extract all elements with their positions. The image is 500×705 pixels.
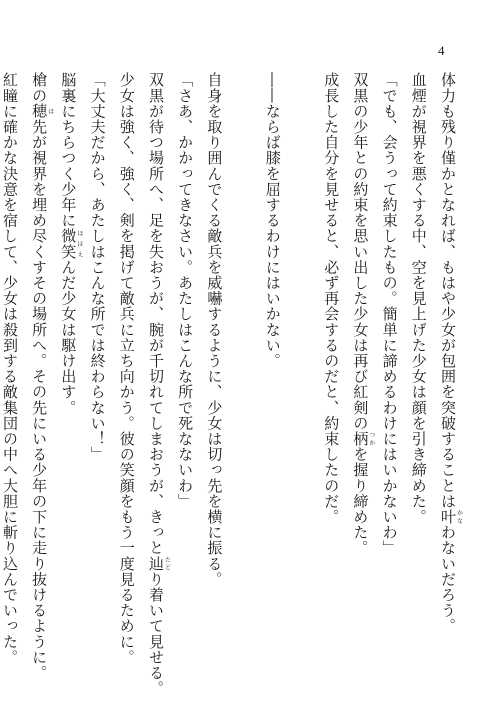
text-line: 少女は強く、強く、剣を掲げて敵兵に立ち向かう。彼の笑顔をもう一度見るために。 bbox=[117, 72, 136, 665]
text-line: 「大丈夫だから、あたしはこんな所では終わらない！」 bbox=[88, 72, 107, 462]
furigana: 微笑ほほえ bbox=[59, 228, 83, 260]
text-line: 槍の穂ほ先が視界を埋め尽くすその場所へ。その先にいる少年の下に走り抜けるように。 bbox=[30, 72, 54, 681]
text-line: 血煙が視界を悪くする中、空を見上げた少女は顔を引き締めた。 bbox=[409, 72, 428, 525]
text-line: 「でも、会うって約束したもの。簡単に諦めるわけにはいかないわ」 bbox=[380, 72, 399, 556]
blank-line bbox=[287, 72, 316, 672]
vertical-text-block bbox=[0, 72, 463, 697]
text-line: 成長した自分を見せると、必ず再会するのだと、約束したのだ。 bbox=[322, 72, 341, 525]
text-line: 紅瞳に確かな決意を宿して、少女は殺到する敵集団の中へ大胆に斬り込んでいった。 bbox=[0, 72, 19, 665]
text-line: 双黒が待つ場所へ、足を失おうが、腕が千切れてしまおうが、きっと辿たどり着いて見せる。 bbox=[146, 72, 171, 697]
furigana: 辿たど bbox=[146, 555, 171, 572]
text-line: 体力も残り僅かとなれば、もはや少女が包囲を突破することは叶かなわないだろう。 bbox=[439, 72, 463, 634]
furigana: 穂ほ bbox=[30, 103, 54, 119]
blank-line bbox=[228, 72, 257, 672]
text-line: 脳裏にちらつく少年に微笑ほほえんだ少女は駆け出す。 bbox=[59, 72, 83, 416]
text-line: 「さあ、かかってきなさい。あたしはこんな所で死なないわ」 bbox=[176, 72, 195, 509]
page-number: 4 bbox=[438, 43, 445, 58]
text-line: 双黒の少年との約束を思い出した少女は再び紅剣の柄つかを握り締めた。 bbox=[351, 72, 375, 556]
text-line: 自身を取り囲んでくる敵兵を威嚇するように、少女は切っ先を横に振る。 bbox=[205, 72, 224, 587]
text-line: ――ならば膝を屈するわけにはいかない。 bbox=[263, 72, 282, 369]
furigana: 叶かな bbox=[439, 508, 463, 525]
furigana: 柄つか bbox=[351, 430, 375, 447]
